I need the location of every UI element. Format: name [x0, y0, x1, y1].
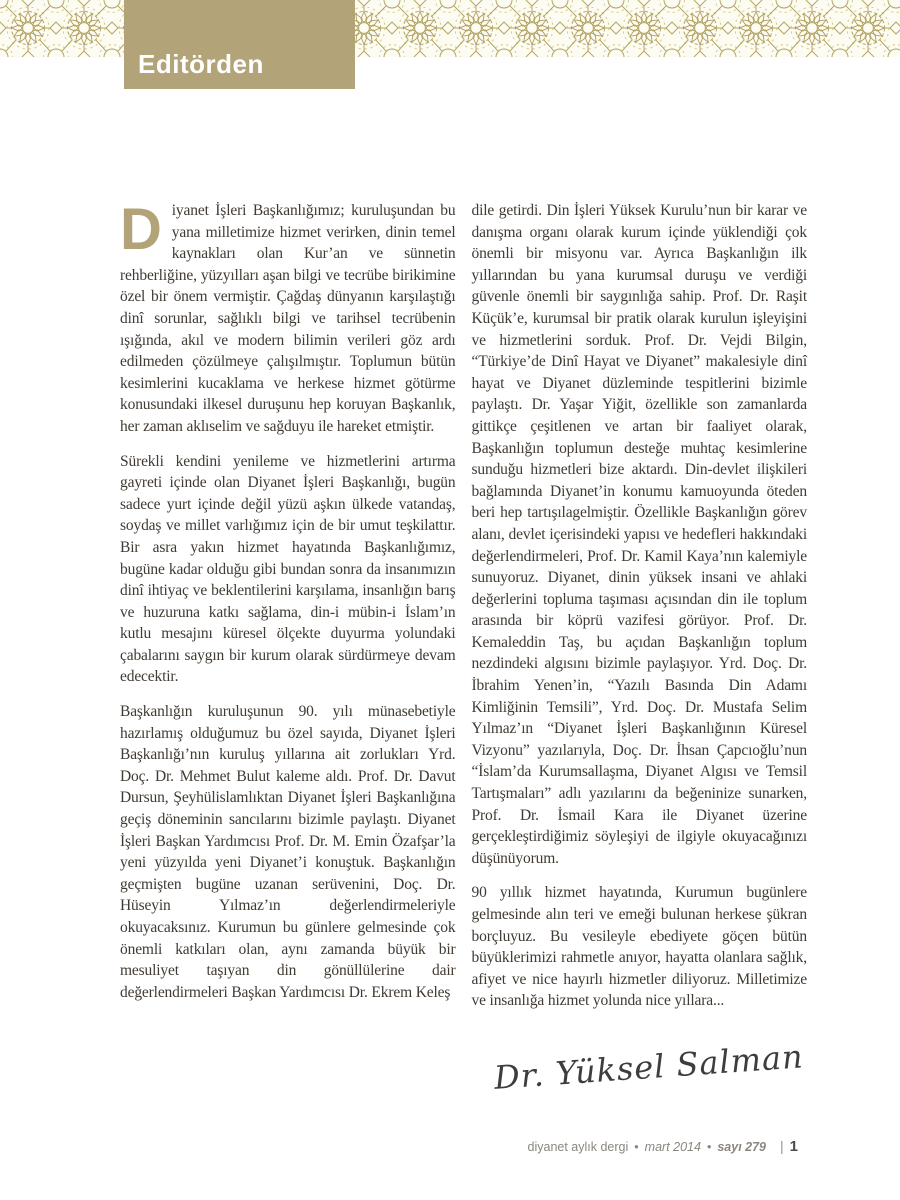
divider-bar: | — [780, 1138, 784, 1154]
left-column — [120, 197, 456, 1068]
right-column — [471, 200, 808, 1097]
magazine-name: diyanet aylık dergi — [527, 1140, 629, 1154]
page-number: 1 — [789, 1138, 798, 1155]
issue-date: mart 2014 — [644, 1140, 701, 1154]
issue-number: sayı 279 — [717, 1140, 767, 1154]
page-footer — [528, 1138, 798, 1155]
paragraph: 90 yıllık hizmet hayatında, Kurumun bugünlere gelmesinde alın teri ve emeği bulunan herkese şükran borçluyuz. Bu vesileyle ebediyete göçen bütün büyüklerimizi rahmetle anıyor, hayatta olanlara sağlık, afiyet ve nice hayırlı hizmetler diliyoruz. Milletimize ve insanlığa hizmet yolunda nice yıllara... — [471, 884, 807, 1010]
section-title: Editörden — [138, 49, 264, 79]
drop-cap: D — [120, 197, 162, 262]
author-signature: Dr. Yüksel Salman — [492, 1037, 805, 1097]
editorial-article — [120, 197, 807, 1097]
paragraph: Sürekli kendini yenileme ve hizmetlerini artırma gayreti içinde olan Diyanet İşleri Başkanlığı, bugün sadece yurt içinde değil yüzü aşkın ülkede vatandaş, soydaş ve millet varlığımız için de bir umut teşkilattır. Bir asra yakın hizmet hayatında Başkanlığımız, bugüne kadar olduğu gibi bundan sonra da insanımızın dinî ihtiyaç ve beklentilerini karşılama, insanlığın barış ve huzuruna katkı sağlama, din-i mübin-i İslam’ın kutlu mesajını küresel ölçekte duyurma yolundaki çabalarını saygın bir kurum olarak sürdürmeye devam edecektir. — [120, 452, 456, 686]
paragraph-text: iyanet İşleri Başkanlığımız; kuruluşundan bu yana milletimize hizmet verirken, dinin temel kaynakları olan Kur’an ve sünnetin rehberliğine, yüzyılları aşan bilgi ve tecrübe birikimine özel bir önem vermiştir. Çağdaş dünyanın karşılaştığı dinî sorunlar, sağlıklı bilgi ve tarihsel tecrübenin ışığında, akıl ve modern bilimin verileri göz ardı edilmeden çözülmeye çalışılmıştır. Toplumun bütün kesimlerini kucaklama ve herkese hizmet götürme konusundaki ilkesel duruşunu hep koruyan Başkanlık, her zaman aklıselim ve sağduyu ile hareket etmiştir. — [120, 202, 456, 435]
section-label-block — [124, 0, 355, 89]
paragraph: Başkanlığın kuruluşunun 90. yılı münasebetiyle hazırlamış olduğumuz bu özel sayıda, Diyanet İşleri Başkanlığı’nın kuruluş yıllarına ait zorlukları Yrd. Doç. Dr. Mehmet Bulut kaleme aldı. Prof. Dr. Davut Dursun, Şeyhülislamlıktan Diyanet İşleri Başkanlığına geçiş döneminin sancılarını bizimle paylaştı. Diyanet İşleri Başkan Yardımcısı Prof. Dr. M. Emin Özafşar’la yeni yüzyılda yeni Diyanet’i konuştuk. Başkanlığın geçmişten bugüne uzanan serüvenini, Doç. Dr. Hüseyin Yılmaz’ın değerlendirmeleriyle okuyacaksınız. Kurumun bu günlere gelmesinde çok önemli katkıları olan, aynı zamanda büyük bir mesuliyet taşıyan din gönüllülerine dair değerlendirmeleri Başkan Yardımcısı Dr. Ekrem Keleş — [120, 703, 456, 1001]
separator-dot: • — [634, 1140, 639, 1154]
separator-dot: • — [706, 1140, 712, 1154]
paragraph: dile getirdi. Din İşleri Yüksek Kurulu’nun bir karar ve danışma organı olarak kurum içinde yüklendiği çok önemli bir misyonu var. Ayrıca Başkanlığın ilk yıllarından bu yana kurumsal duruşu ve verdiği güvenle önemli bir saygınlığa sahip. Prof. Dr. Raşit Küçük’e, kurumsal bir pratik olarak kurulun işleyişini ve hizmetlerini sorduk. Prof. Dr. Vejdi Bilgin, “Türkiye’de Dinî Hayat ve Diyanet” makalesiyle dinî hayat ve Diyanet düzleminde tespitlerini bizimle paylaştı. Dr. Yaşar Yiğit, özellikle son zamanlarda gittikçe çeşitlenen ve artan bir faaliyet olarak, Başkanlığın toplumun desteğe muhtaç kesimlerine sunduğu hizmetleri bize aktardı. Din-devlet ilişkileri bağlamında Diyanet’in konumu kamuoyunda öteden beri hep tartışılagelmiştir. Özellikle Başkanlığın görev alanı, devlet içerisindeki yapısı ve hedefleri hakkındaki değerlendirmeleri, Prof. Dr. Kamil Kaya’nın kalemiyle sunuyoruz. Diyanet, dinin yüksek insani ve ahlaki değerlerini topluma taşıması açısından din ile toplum arasında bir köprü vazifesi görüyor. Prof. Dr. Kemaleddin Taş, bu açıdan Başkanlığın toplum nezdindeki algısını bizimle paylaşıyor. Yrd. Doç. Dr. İbrahim Yenen’in, “Yazılı Basında Din Adamı Kimliğinin Temsili”, Yrd. Doç. Dr. Mustafa Selim Yılmaz’ın “Diyanet İşleri Başkanlığının Küresel Vizyonu” yazılarıyla, Doç. Dr. İhsan Çapcıoğlu’nun “İslam’da Kurumsallaşma, Diyanet Algısı ve Temsil Tartışmaları” adlı yazılarını da beğeninize sunarken, Prof. Dr. İsmail Kara ile Diyanet üzerine gerçekleştirdiğimiz söyleşiyi de ilgiyle okuyacağınızı düşünüyorum. — [471, 202, 807, 867]
paragraph — [120, 197, 456, 438]
